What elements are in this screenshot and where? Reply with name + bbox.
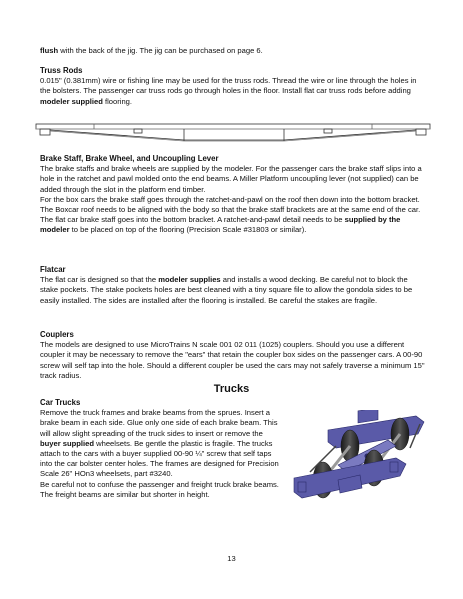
flatcar-section: [40, 265, 426, 306]
intro-bold: flush: [40, 46, 59, 55]
truss-heading: Truss Rods: [40, 66, 83, 75]
brake-heading: Brake Staff, Brake Wheel, and Uncoupling Lever: [40, 154, 219, 163]
car-trucks-paragraph-2: Be careful not to confuse the passenger and freight truck brake beams. The freight beams are similar but shorter in height.: [40, 479, 279, 499]
brake-paragraph-3: The flat car brake staff goes into the bottom bracket. A ratchet-and-pawl detail needs to be supplied by the modeler to be placed on top of the flooring (Precision Scale #31803 or similar).: [40, 215, 401, 235]
truck-illustration: [288, 410, 438, 520]
intro-paragraph: [40, 46, 426, 56]
car-trucks-section: [40, 398, 284, 500]
car-trucks-heading: Car Trucks: [40, 398, 81, 407]
end-sill-left: [40, 129, 50, 135]
intro-text: with the back of the jig. The jig can be purchased on page 6.: [58, 46, 263, 55]
couplers-paragraph: The models are designed to use MicroTrains N scale 001 02 011 (1025) couplers. Should you use a different coupler it may be necessary to remove the "ears" that retain the coupler box sides on the passenger cars. A 00-90 screw will self tap into the hole. Should a different coupler be used the cars may not safely traverse a minimum 15" track radius.: [40, 340, 425, 380]
flatcar-paragraph: The flat car is designed so that the modeler supplies and installs a wood decking. Be careful not to block the stake pockets. The stake pockets holes are best cleaned with a tiny square file to allow the gondola sides to be easily installed. The sides are installed after the flooring is installed. Be careful the stakes are fragile.: [40, 275, 413, 305]
truss-rod-diagram: [34, 118, 432, 148]
end-sill-right: [416, 129, 426, 135]
couplers-section: [40, 330, 426, 381]
brake-paragraph-2: For the box cars the brake staff goes through the ratchet-and-pawl on the roof then down into the bottom bracket. The Boxcar roof needs to be aligned with the body so that the brake staff brackets are at the same end of the car.: [40, 194, 421, 215]
car-floor-beam: [36, 124, 430, 129]
trucks-title: Trucks: [213, 383, 250, 395]
brake-section: [40, 154, 426, 236]
flatcar-heading: Flatcar: [40, 265, 66, 274]
page-number: 13: [227, 554, 236, 563]
truss-paragraph: 0.015" (0.381mm) wire or fishing line may be used for the truss rods. Thread the wire or line through the holes in the bolsters. The passenger car truss rods go through holes in the floor. Install flat car truss rods before adding modeler supplied flooring.: [40, 76, 417, 106]
car-trucks-paragraph-1: Remove the truck frames and brake beams from the sprues. Insert a brake beam in each side. Glue only one side of each brake beam. This will allow slight spreading of the truck sides to insert or remove the buyer supplied wheelsets. Be gentle the plastic is fragile. The trucks attach to the cars with a buyer supplied 00-90 ¼" screw that self taps into the car bolster center holes. The frames are designed for Precision Scale 26" HOn3 wheelsets, part #3240.: [40, 408, 279, 479]
couplers-heading: Couplers: [40, 330, 74, 339]
truss-section: [40, 66, 426, 107]
brake-paragraph-1: The brake staffs and brake wheels are supplied by the modeler. For the passenger cars the brake staff slips into a hole in the ratchet and pawl molded onto the end beams. A Miller Platform uncoupling lever (not supplied) can be added through the slot in the platform end timber.: [40, 164, 422, 194]
